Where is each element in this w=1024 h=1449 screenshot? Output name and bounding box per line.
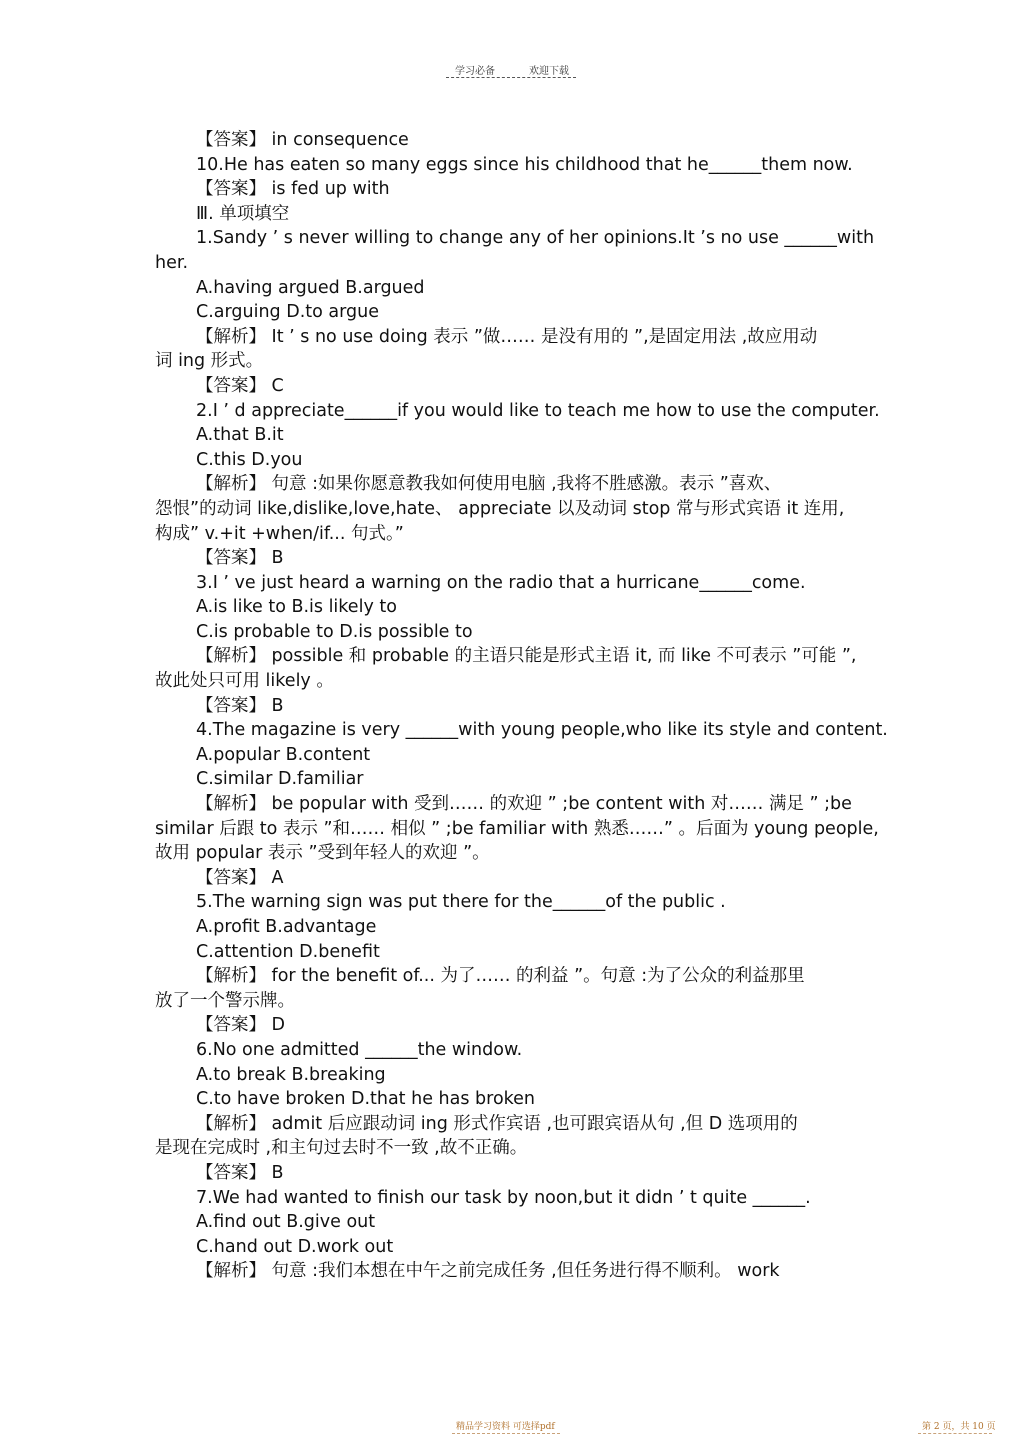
text-line: A.find out B.give out xyxy=(196,1212,376,1233)
text-line: 2.I ’ d appreciate______if you would like to teach me how to use the computer. xyxy=(196,400,880,421)
text-line: similar 后跟 to 表示 ”和…… 相似 ” ;be familiar with 熟悉……” 。后面为 young people, xyxy=(155,818,879,839)
text-line: 构成” v.+it +when/if... 句式。” xyxy=(155,523,404,544)
text-line: 【解析】 句意 :如果你愿意教我如何使用电脑 ,我将不胜感激。表示 ”喜欢、 xyxy=(196,474,782,495)
text-line: C.attention D.benefit xyxy=(196,941,380,962)
text-line: 【答案】 A xyxy=(196,867,284,888)
text-line: 【答案】 is fed up with xyxy=(196,179,390,200)
header-left: 学习必备 xyxy=(455,66,495,77)
header-rule xyxy=(446,77,576,78)
text-line: C.to have broken D.that he has broken xyxy=(196,1089,536,1110)
text-line: 1.Sandy ’ s never willing to change any of her opinions.It ’s no use ______with xyxy=(196,228,875,249)
text-line: 【答案】 C xyxy=(196,375,284,396)
text-line: 【解析】 句意 :我们本想在中午之前完成任务 ,但任务进行得不顺利。 work xyxy=(196,1261,780,1282)
page-header xyxy=(0,62,1024,77)
text-line: A.is like to B.is likely to xyxy=(196,597,397,618)
text-line: 7.We had wanted to finish our task by noon,but it didn ’ t quite ______. xyxy=(196,1187,811,1208)
text-line: 【解析】 admit 后应跟动词 ing 形式作宾语 ,也可跟宾语从句 ,但 D 选项用的 xyxy=(196,1113,798,1134)
text-line: 【解析】 It ’ s no use doing 表示 ”做…… 是没有用的 ”,是固定用法 ,故应用动 xyxy=(196,326,818,347)
text-line: A.profit B.advantage xyxy=(196,917,377,937)
text-line: C.this D.you xyxy=(196,449,303,470)
text-line: 5.The warning sign was put there for the______of the public . xyxy=(196,892,726,913)
text-line: C.arguing D.to argue xyxy=(196,302,379,323)
text-line: 【解析】 for the benefit of... 为了…… 的利益 ”。句意 :为了公众的利益那里 xyxy=(196,966,805,987)
text-line: 【解析】 be popular with 受到…… 的欢迎 ” ;be content with 对…… 满足 ” ;be xyxy=(196,794,852,815)
text-line: 【答案】 B xyxy=(196,1162,284,1183)
text-line: 故用 popular 表示 ”受到年轻人的欢迎 ”。 xyxy=(155,843,490,864)
text-line: C.similar D.familiar xyxy=(196,769,364,790)
text-line: A.popular B.content xyxy=(196,744,371,765)
header-right: 欢迎下载 xyxy=(529,66,569,77)
text-line: A.that B.it xyxy=(196,425,284,446)
text-line: 3.I ’ ve just heard a warning on the radio that a hurricane______come. xyxy=(196,572,806,593)
text-line: A.to break B.breaking xyxy=(196,1064,386,1085)
footer-left: 精品学习资料 可选择pdf xyxy=(456,1422,555,1432)
footer-page-number: 第 2 页，共 10 页 xyxy=(922,1422,996,1432)
text-line: 【答案】 D xyxy=(196,1015,286,1036)
footer-rule-right xyxy=(918,1433,992,1434)
text-line: 10.He has eaten so many eggs since his childhood that he______them now. xyxy=(196,154,853,175)
text-line: 【答案】 in consequence xyxy=(196,130,409,150)
document-body xyxy=(155,128,890,1284)
text-line: 故此处只可用 likely 。 xyxy=(155,671,334,692)
text-line: 是现在完成时 ,和主句过去时不一致 ,故不正确。 xyxy=(155,1138,528,1159)
text-line: 4.The magazine is very ______with young people,who like its style and content. xyxy=(196,720,888,741)
text-line: 【答案】 B xyxy=(196,695,284,716)
text-line: C.is probable to D.is possible to xyxy=(196,621,473,642)
text-line: 词 ing 形式。 xyxy=(155,351,264,372)
text-line: A.having argued B.argued xyxy=(196,277,425,298)
text-line: 怨恨”的动词 like,dislike,love,hate、 appreciate 以及动词 stop 常与形式宾语 it 连用, xyxy=(155,498,845,519)
text-line: her. xyxy=(155,252,189,273)
text-line: 放了一个警示牌。 xyxy=(155,990,295,1011)
footer-rule-left xyxy=(452,1433,560,1434)
text-line: C.hand out D.work out xyxy=(196,1236,394,1257)
text-line: 6.No one admitted ______the window. xyxy=(196,1039,523,1060)
text-line: 【解析】 possible 和 probable 的主语只能是形式主语 it, 而 like 不可表示 ”可能 ”, xyxy=(196,646,857,667)
text-line: 【答案】 B xyxy=(196,548,284,569)
text-line: Ⅲ. 单项填空 xyxy=(196,203,290,224)
